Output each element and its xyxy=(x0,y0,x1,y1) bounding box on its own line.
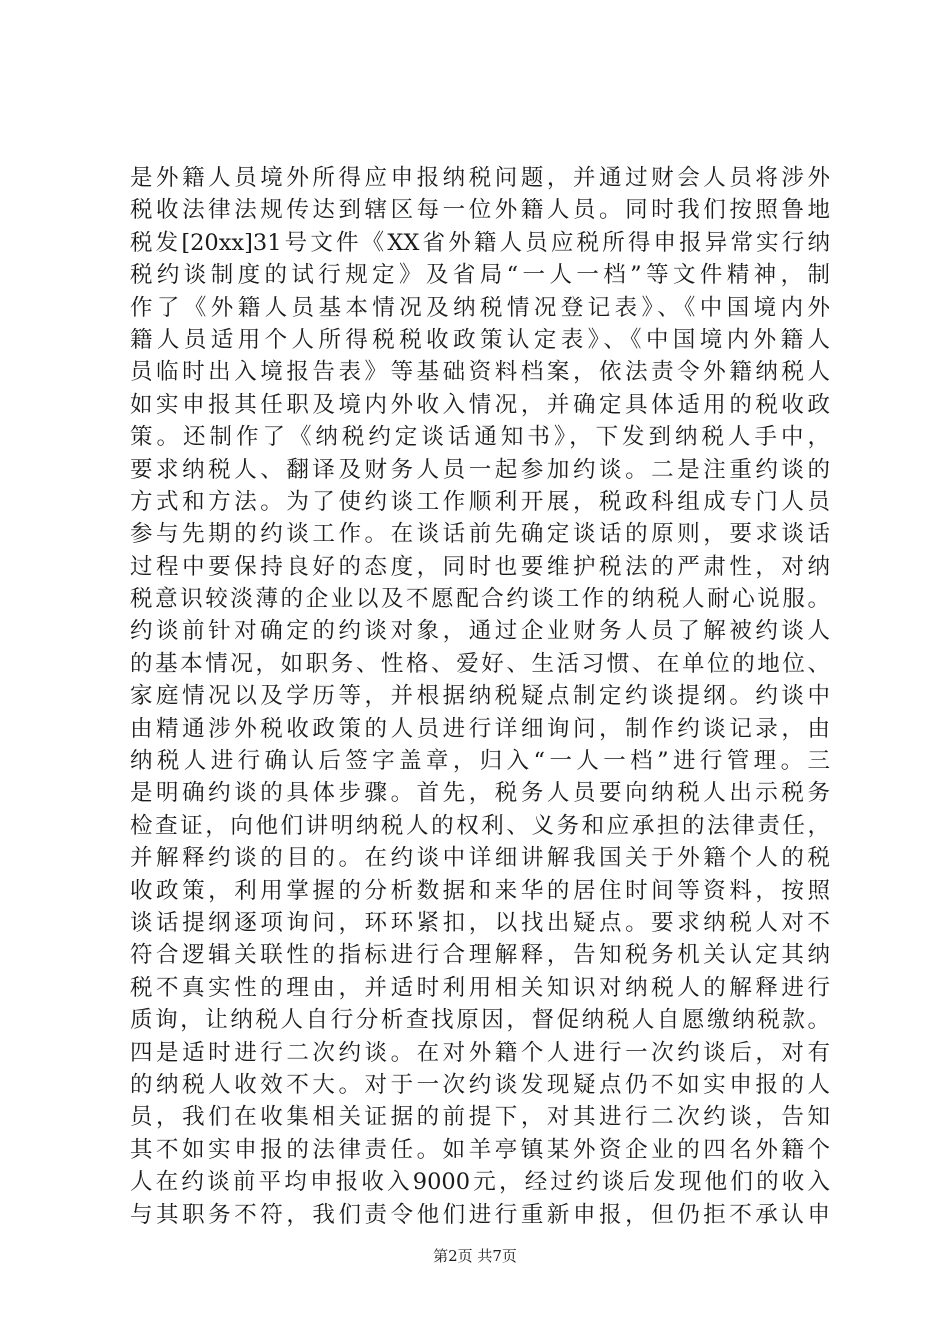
text-line: 员临时出入境报告表》等基础资料档案，依法责令外籍纳税人 xyxy=(130,359,830,386)
text-line: 人在约谈前平均申报收入9000元，经过约谈后发现他们的收入 xyxy=(130,1169,830,1196)
text-line: 作了《外籍人员基本情况及纳税情况登记表》、《中国境内外 xyxy=(130,294,830,321)
text-line: 策。还制作了《纳税约定谈话通知书》，下发到纳税人手中， xyxy=(130,424,830,451)
text-line: 并解释约谈的目的。在约谈中详细讲解我国关于外籍个人的税 xyxy=(130,845,830,872)
text-line: 纳税人进行确认后签字盖章，归入“一人一档”进行管理。三 xyxy=(130,748,830,775)
text-line: 四是适时进行二次约谈。在对外籍个人进行一次约谈后，对有 xyxy=(130,1039,830,1066)
text-line: 符合逻辑关联性的指标进行合理解释，告知税务机关认定其纳 xyxy=(130,942,830,969)
text-line: 质询，让纳税人自行分析查找原因，督促纳税人自愿缴纳税款。 xyxy=(130,1007,830,1034)
text-line: 要求纳税人、翻译及财务人员一起参加约谈。二是注重约谈的 xyxy=(130,456,830,483)
text-line: 收政策，利用掌握的分析数据和来华的居住时间等资料，按照 xyxy=(130,877,830,904)
text-line: 税不真实性的理由，并适时利用相关知识对纳税人的解释进行 xyxy=(130,974,830,1001)
text-line: 的基本情况，如职务、性格、爱好、生活习惯、在单位的地位、 xyxy=(130,650,830,677)
text-line: 与其职务不符，我们责令他们进行重新申报，但仍拒不承认申 xyxy=(130,1201,830,1228)
text-line: 税收法律法规传达到辖区每一位外籍人员。同时我们按照鲁地 xyxy=(130,197,830,224)
text-line: 员，我们在收集相关证据的前提下，对其进行二次约谈，告知 xyxy=(130,1104,830,1131)
text-line: 籍人员适用个人所得税税收政策认定表》、《中国境内外籍人 xyxy=(130,326,830,353)
text-line: 参与先期的约谈工作。在谈话前先确定谈话的原则，要求谈话 xyxy=(130,521,830,548)
text-line: 由精通涉外税收政策的人员进行详细询问，制作约谈记录，由 xyxy=(130,715,830,742)
text-line: 谈话提纲逐项询问，环环紧扣，以找出疑点。要求纳税人对不 xyxy=(130,909,830,936)
text-line: 的纳税人收效不大。对于一次约谈发现疑点仍不如实申报的人 xyxy=(130,1071,830,1098)
body-text xyxy=(130,162,830,1231)
text-line: 税发[20xx]31号文件《XX省外籍人员应税所得申报异常实行纳 xyxy=(130,229,830,256)
text-line: 是外籍人员境外所得应申报纳税问题，并通过财会人员将涉外 xyxy=(130,165,830,191)
text-line: 税约谈制度的试行规定》及省局“一人一档”等文件精神，制 xyxy=(130,262,830,289)
text-line: 是明确约谈的具体步骤。首先，税务人员要向纳税人出示税务 xyxy=(130,780,830,807)
text-line: 税意识较淡薄的企业以及不愿配合约谈工作的纳税人耐心说服。 xyxy=(130,586,830,613)
text-line: 方式和方法。为了使约谈工作顺利开展，税政科组成专门人员 xyxy=(130,488,830,515)
text-line: 其不如实申报的法律责任。如羊亭镇某外资企业的四名外籍个 xyxy=(130,1136,830,1163)
text-line: 约谈前针对确定的约谈对象，通过企业财务人员了解被约谈人 xyxy=(130,618,830,645)
page-footer: 第2页 共7页 xyxy=(433,1247,517,1265)
text-line: 检查证，向他们讲明纳税人的权利、义务和应承担的法律责任， xyxy=(130,812,830,839)
text-line: 过程中要保持良好的态度，同时也要维护税法的严肃性，对纳 xyxy=(130,553,830,580)
text-line: 如实申报其任职及境内外收入情况，并确定具体适用的税收政 xyxy=(130,391,830,418)
text-line: 家庭情况以及学历等，并根据纳税疑点制定约谈提纲。约谈中 xyxy=(130,683,830,710)
